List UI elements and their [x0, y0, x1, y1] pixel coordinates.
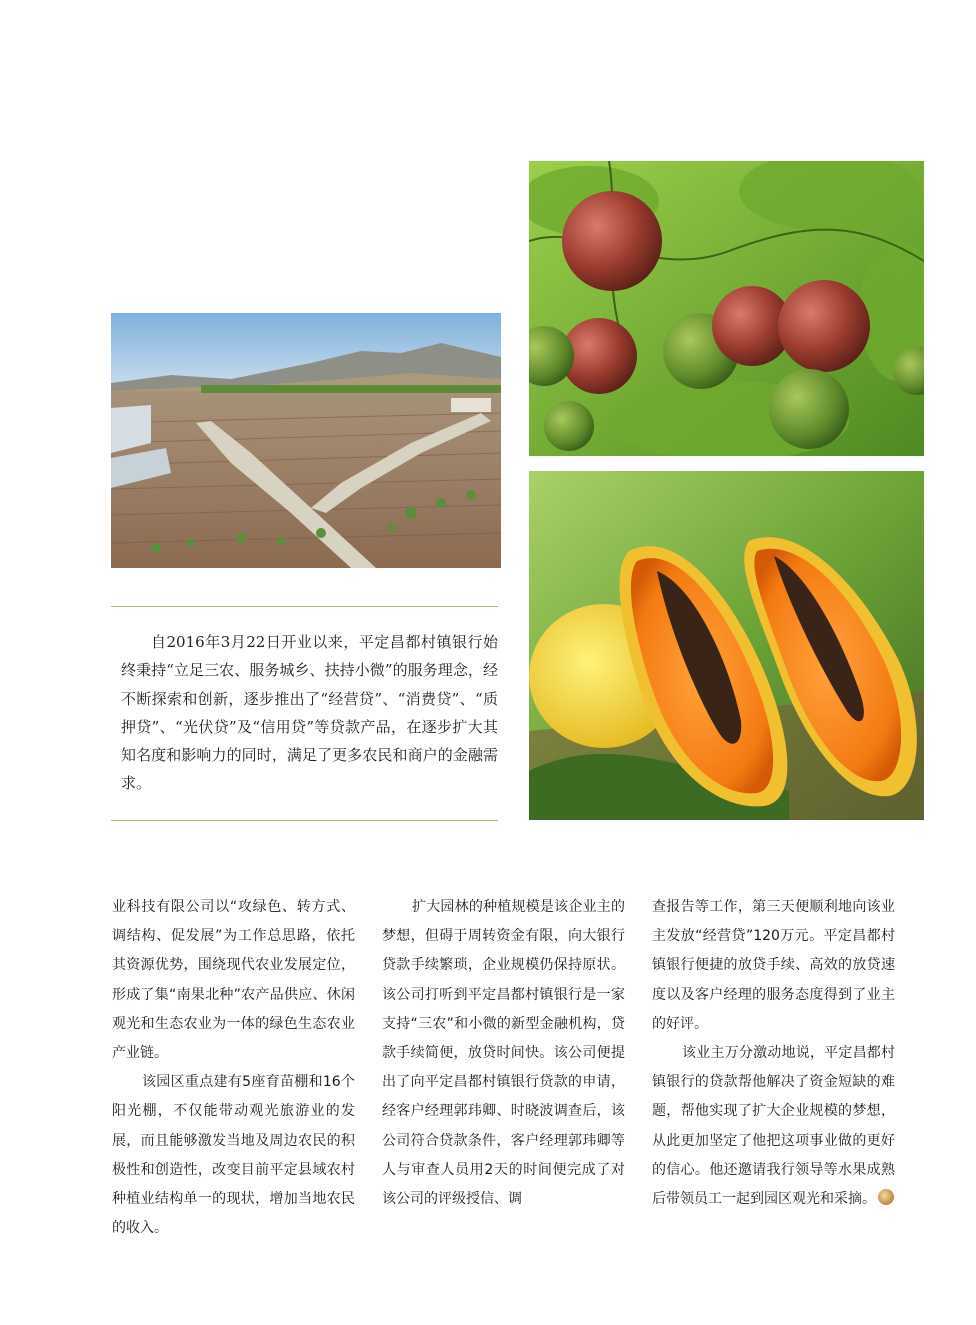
- passion-fruit-photo: [529, 161, 924, 456]
- col3-paragraph-2-text: 该业主万分激动地说，平定昌都村镇银行的贷款帮他解决了资金短缺的难题，帮他实现了扩大企业规模的梦想，从此更加坚定了他把这项事业做的更好的信心。他还邀请我行领导等水果成熟后带领员工一起到园区观光和采摘。: [652, 1045, 895, 1208]
- col3-paragraph-1: 查报告等工作，第三天便顺利地向该业主发放“经营贷”120万元。平定昌都村镇银行便捷的放贷手续、高效的放贷速度以及客户经理的服务态度得到了业主的好评。: [652, 899, 895, 1032]
- article-column-3: [652, 893, 895, 1214]
- article-column-1: [112, 893, 355, 1243]
- col3-paragraph-2: [652, 1039, 895, 1214]
- col1-paragraph-2: 该园区重点建有5座育苗棚和16个阳光棚，不仅能带动观光旅游业的发展，而且能够激发当地及周边农民的积极性和创造性，改变目前平定县域农村种植业结构单一的现状，增加当地农民的收入。: [112, 1074, 355, 1237]
- col2-paragraph-1: 扩大园林的种植规模是该企业主的梦想，但碍于周转资金有限，向大银行贷款手续繁琐，企业规模仍保持原状。该公司打听到平定昌都村镇银行是一家支持“三农”和小微的新型金融机构，贷款手续简便，放贷时间快。该公司便提出了向平定昌都村镇银行贷款的申请，经客户经理郭玮卿、时晓波调查后，该公司符合贷款条件，客户经理郭玮卿等人与审查人员用2天的时间便完成了对该公司的评级授信、调: [382, 899, 625, 1208]
- intro-box: [121, 628, 498, 798]
- article-column-2: [382, 893, 625, 1214]
- end-mark-icon: [878, 1189, 894, 1205]
- papaya-photo: [529, 471, 924, 820]
- farmland-photo: [111, 313, 501, 568]
- bottom-divider: [111, 820, 498, 821]
- col1-paragraph-1: 业科技有限公司以“攻绿色、转方式、调结构、促发展”为工作总思路，依托其资源优势，围绕现代农业发展定位，形成了集“南果北种”农产品供应、休闲观光和生态农业为一体的绿色生态农业产业链。: [112, 899, 355, 1062]
- intro-paragraph: 自2016年3月22日开业以来，平定昌都村镇银行始终秉持“立足三农、服务城乡、扶持小微”的服务理念，经不断探索和创新，逐步推出了“经营贷”、“消费贷”、“质押贷”、“光伏贷”及“信用贷”等贷款产品，在逐步扩大其知名度和影响力的同时，满足了更多农民和商户的金融需求。: [121, 633, 498, 793]
- top-divider: [111, 606, 498, 607]
